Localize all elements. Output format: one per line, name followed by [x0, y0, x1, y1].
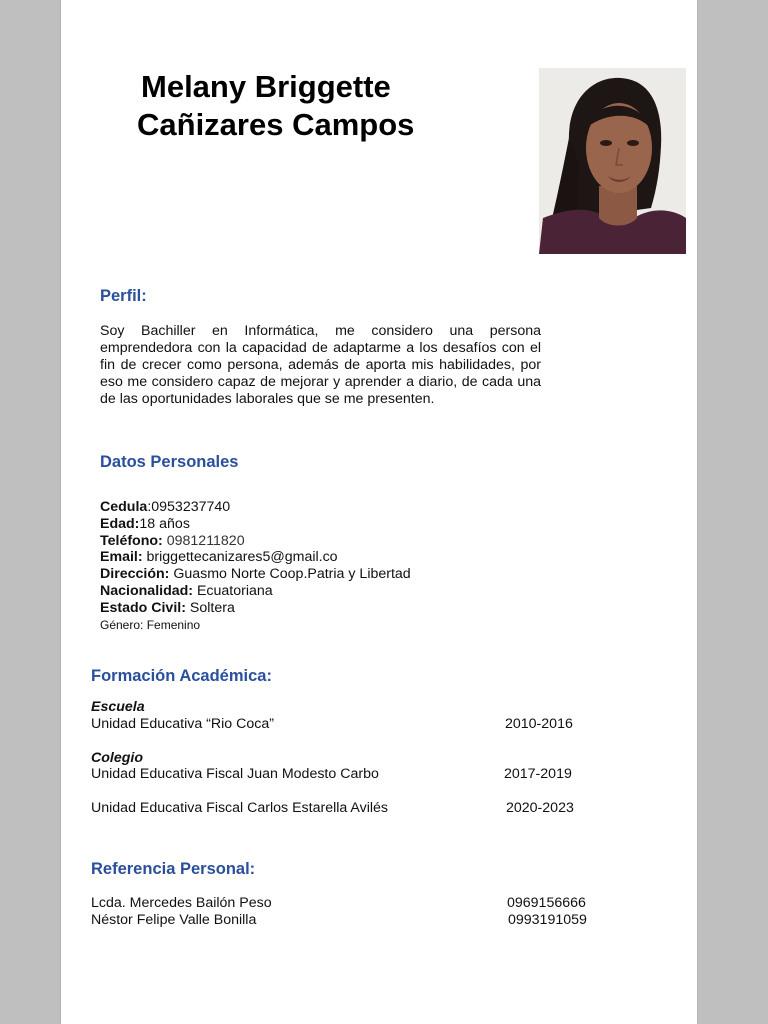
escuela-name: Unidad Educativa “Rio Coca”: [91, 716, 274, 732]
resume-page: [61, 0, 697, 1024]
formacion-heading: Formación Académica:: [91, 667, 272, 685]
genero-label: Género:: [100, 617, 144, 632]
full-name: [137, 68, 481, 144]
colegio-label: Colegio: [91, 750, 144, 766]
cedula-label: Cedula: [100, 499, 148, 515]
ref2-name: Néstor Felipe Valle Bonilla: [91, 912, 257, 928]
genero-row: [100, 617, 520, 633]
datos-heading: Datos Personales: [100, 453, 239, 471]
estado-civil-value: Soltera: [185, 599, 235, 616]
telefono-row: [100, 533, 520, 550]
colegio1-years: 2017-2019: [504, 766, 572, 782]
direccion-label: Dirección:: [100, 566, 170, 583]
nacionalidad-value: Ecuatoriana: [193, 582, 273, 599]
colegio2-years: 2020-2023: [506, 800, 574, 816]
genero-value: Femenino: [143, 617, 201, 632]
perfil-heading: Perfil:: [100, 287, 147, 305]
escuela-years: 2010-2016: [505, 716, 573, 732]
name-line-2: Cañizares Campos: [137, 107, 415, 142]
direccion-row: [100, 566, 520, 583]
email-row: [100, 549, 520, 566]
edad-row: [100, 516, 520, 533]
name-line-1: Melany Briggette: [141, 69, 391, 104]
nacionalidad-row: [100, 583, 520, 600]
personal-data-list: [100, 499, 520, 633]
left-margin-bar: [0, 0, 61, 1024]
ref1-name: Lcda. Mercedes Bailón Peso: [91, 895, 272, 911]
right-margin-bar: [697, 0, 768, 1024]
direccion-value: Guasmo Norte Coop.Patria y Libertad: [169, 566, 411, 583]
ref1-phone: 0969156666: [507, 895, 586, 911]
colegio1-name: Unidad Educativa Fiscal Juan Modesto Carbo: [91, 766, 379, 782]
telefono-label: Teléfono:: [100, 532, 163, 549]
nacionalidad-label: Nacionalidad:: [100, 582, 194, 599]
estado-civil-label: Estado Civil:: [100, 599, 186, 616]
escuela-label: Escuela: [91, 699, 145, 715]
cedula-value: :0953237740: [147, 499, 231, 515]
referencia-heading: Referencia Personal:: [91, 860, 256, 878]
telefono-value: 0981211820: [162, 532, 245, 549]
colegio2-name: Unidad Educativa Fiscal Carlos Estarella Avilés: [91, 800, 389, 816]
email-label: Email:: [100, 549, 143, 566]
profile-photo: [539, 68, 686, 254]
perfil-text: Soy Bachiller en Informática, me considero una persona emprendedora con la capacidad de adaptarme a los desafíos con el fin de crecer como persona, además de aporta mis habilidades, por eso me considero capaz de mejorar y aprender a diario, de cada una de las oportunidades laborales que se me presenten.: [100, 323, 541, 407]
edad-label: Edad:: [100, 515, 140, 532]
edad-value: 18 años: [139, 515, 190, 532]
ref2-phone: 0993191059: [508, 912, 587, 928]
email-value: briggettecanizares5@gmail.co: [142, 549, 338, 566]
cedula-row: [100, 499, 520, 516]
estado-civil-row: [100, 600, 520, 617]
